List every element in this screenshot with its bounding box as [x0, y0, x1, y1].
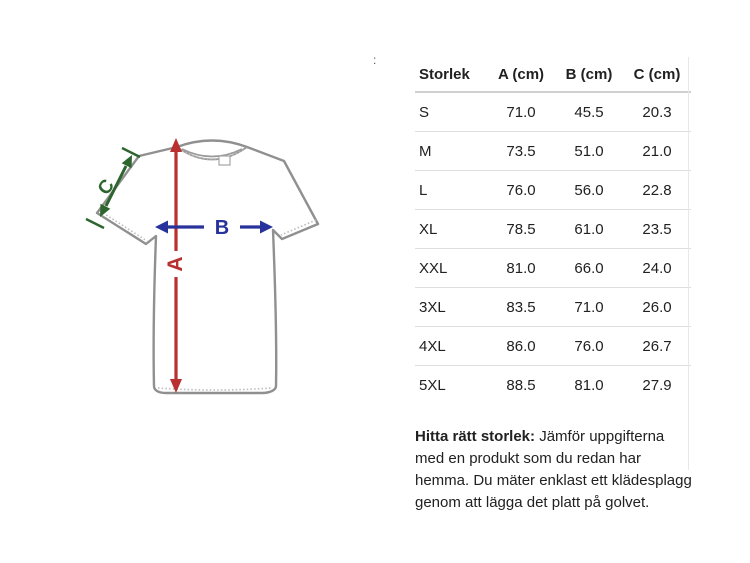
table-row [415, 210, 691, 249]
b-value: 76.0 [574, 337, 604, 355]
table-row [415, 327, 691, 366]
table-row [415, 92, 691, 132]
table-right-divider [688, 57, 689, 470]
stray-colon-mark: : [373, 53, 377, 67]
table-row [415, 132, 691, 171]
col-header-c-cm: C (cm) [623, 57, 691, 92]
c-value: 23.5 [642, 220, 672, 238]
b-value: 51.0 [574, 142, 604, 160]
measure-a-label: A [164, 256, 187, 272]
b-value: 61.0 [574, 220, 604, 238]
size-label: XL [419, 220, 438, 238]
a-value: 88.5 [506, 376, 536, 394]
size-label: L [419, 181, 428, 199]
size-table-header-row [415, 57, 691, 92]
a-value: 86.0 [506, 337, 536, 355]
size-label: 4XL [419, 337, 446, 355]
tshirt-outline [97, 141, 318, 394]
a-value: 81.0 [506, 259, 536, 277]
table-row [415, 288, 691, 327]
c-value: 20.3 [642, 103, 672, 121]
col-header-storlek: Storlek [415, 57, 487, 92]
collar-tag [219, 156, 230, 165]
b-value: 45.5 [574, 103, 604, 121]
c-value: 22.8 [642, 181, 672, 199]
size-table [415, 57, 687, 404]
measure-b-label: B [214, 217, 230, 239]
col-header-a-cm: A (cm) [487, 57, 555, 92]
b-value: 81.0 [574, 376, 604, 394]
size-label: 3XL [419, 298, 446, 316]
table-row [415, 249, 691, 288]
a-value: 71.0 [506, 103, 536, 121]
size-label: XXL [419, 259, 448, 277]
table-row [415, 171, 691, 210]
size-label: 5XL [419, 376, 446, 394]
a-value: 83.5 [506, 298, 536, 316]
c-value: 27.9 [642, 376, 672, 394]
size-help-lead: Hitta rätt storlek: [415, 428, 536, 445]
c-value: 26.0 [642, 298, 672, 316]
b-value: 56.0 [574, 181, 604, 199]
a-value: 76.0 [506, 181, 536, 199]
a-value: 78.5 [506, 220, 536, 238]
b-value: 66.0 [574, 259, 604, 277]
size-help-text [415, 426, 693, 514]
size-label: S [419, 103, 430, 121]
c-value: 21.0 [642, 142, 672, 160]
c-value: 26.7 [642, 337, 672, 355]
measure-c-label: C [93, 175, 119, 199]
col-header-b-cm: B (cm) [555, 57, 623, 92]
b-value: 71.0 [574, 298, 604, 316]
table-row [415, 366, 691, 405]
c-value: 24.0 [642, 259, 672, 277]
size-label: M [419, 142, 432, 160]
a-value: 73.5 [506, 142, 536, 160]
size-help-body: Jämför uppgifterna med en produkt som du redan har hemma. Du mäter enklast ett klädesplagg genom att lägga det platt på golvet. [415, 428, 692, 511]
